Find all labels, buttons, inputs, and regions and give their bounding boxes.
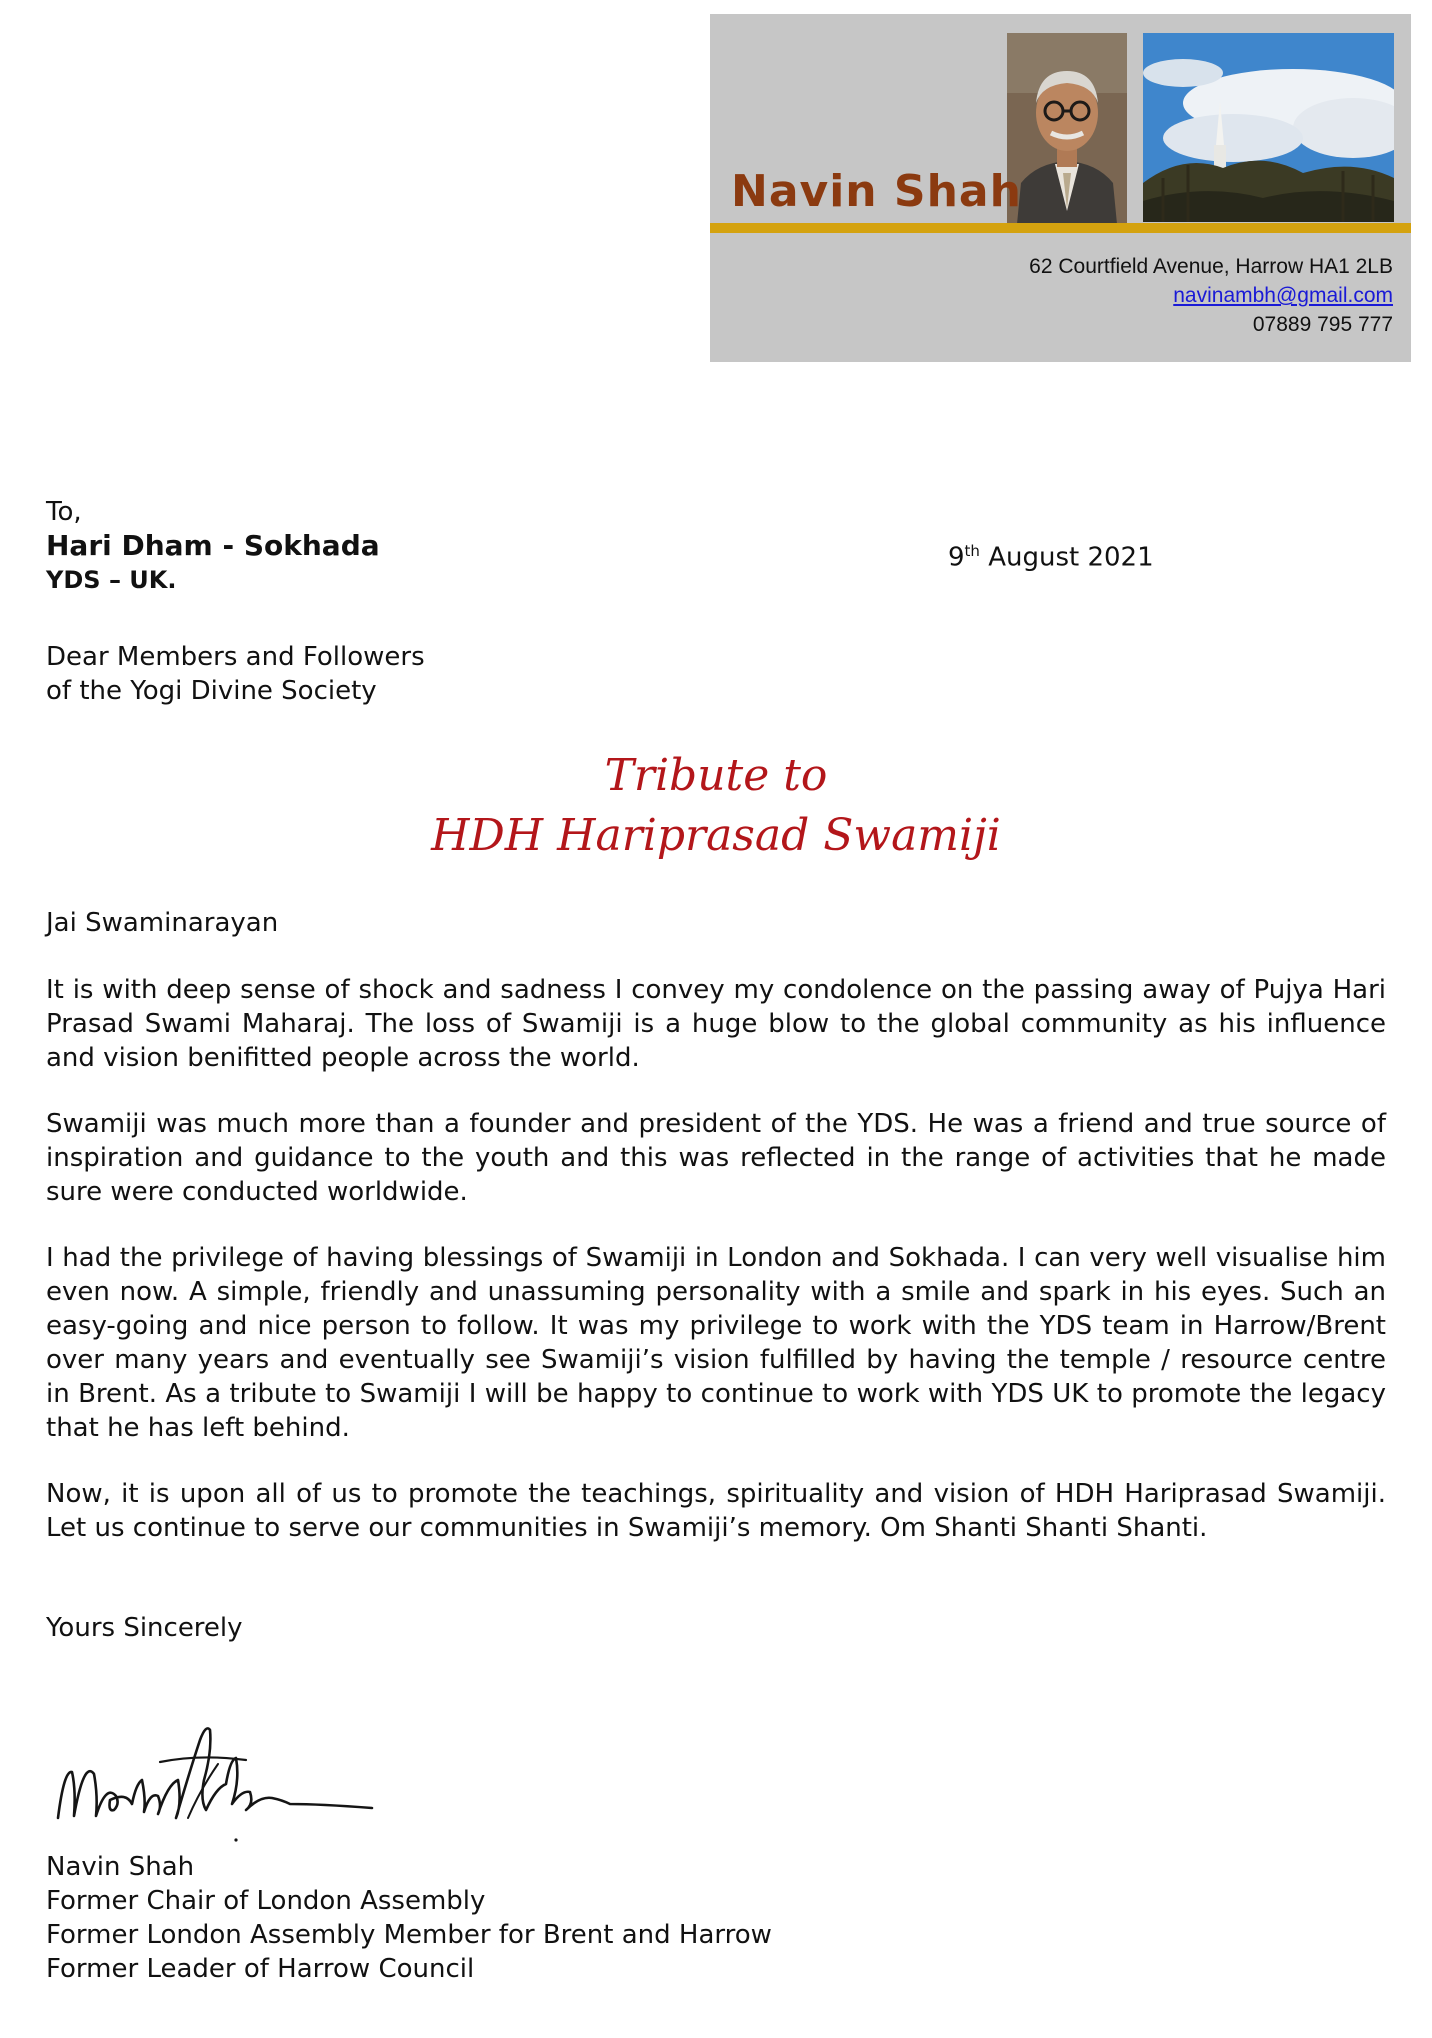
date-day: 9 (948, 542, 965, 573)
recipient-block (46, 495, 380, 597)
body-paragraph-2: Swamiji was much more than a founder and president of the YDS. He was a friend and true source of inspiration and guidance to the youth and this was reflected in the range of activities that he made sure were conducted worldwide. (46, 1109, 1386, 1207)
letterhead-contact (1029, 252, 1393, 339)
date-suffix: th (964, 542, 980, 560)
portrait-photo (1007, 33, 1127, 224)
salutation-line-1: Dear Members and Followers (46, 642, 425, 672)
signoff-role-2: Former London Assembly Member for Brent and Harrow (46, 1920, 772, 1950)
phone-number: 07889 795 777 (1252, 313, 1393, 336)
recipient-to: To, (46, 497, 82, 527)
letterhead (710, 14, 1411, 362)
signoff-role-1: Former Chair of London Assembly (46, 1886, 486, 1916)
title-line-2: HDH Hariprasad Swamiji (431, 810, 1001, 861)
body-paragraph-4: Now, it is upon all of us to promote the teachings, spirituality and vision of HDH Hariprasad Swamiji. Let us continue to serve our communities in Swamiji’s memory. Om Shanti Shanti Shanti. (46, 1479, 1386, 1543)
letter-title (46, 746, 1386, 866)
date-rest: August 2021 (979, 542, 1154, 573)
letterhead-divider (710, 223, 1411, 233)
title-line-1: Tribute to (604, 750, 828, 801)
recipient-org-sub: YDS – UK. (46, 566, 177, 594)
portrait-illustration (1007, 33, 1127, 224)
recipient-org: Hari Dham - Sokhada (46, 529, 380, 562)
body-paragraph-3: I had the privilege of having blessings of Swamiji in London and Sokhada. I can very well visualise him even now. A simple, friendly and unassuming personality with a smile and spark in his eyes. Such an easy-going and nice person to follow. It was my privilege to work with the YDS team in Harrow/Brent over many years and eventually see Swamiji’s vision fulfilled by having the temple / resource centre in Brent. As a tribute to Swamiji I will be happy to continue to work with YDS UK to promote the legacy that he has left behind. (46, 1243, 1386, 1443)
signoff-block (46, 1850, 772, 1986)
letterhead-name: Navin Shah (731, 166, 1022, 217)
email-link[interactable]: navinambh@gmail.com (1173, 284, 1393, 307)
greeting: Jai Swaminarayan (46, 908, 279, 938)
address: 62 Courtfield Avenue, Harrow HA1 2LB (1029, 255, 1393, 278)
church-spire-illustration (1143, 33, 1394, 222)
body-paragraph-1: It is with deep sense of shock and sadness I convey my condolence on the passing away of Pujya Hari Prasad Swami Maharaj. The loss of Swamiji is a huge blow to the global community as his influence and vision benifitted people across the world. (46, 975, 1386, 1073)
landscape-photo (1143, 33, 1394, 222)
closing: Yours Sincerely (46, 1613, 243, 1643)
signoff-role-3: Former Leader of Harrow Council (46, 1954, 475, 1984)
salutation (46, 640, 425, 708)
signoff-name: Navin Shah (46, 1852, 195, 1882)
letter-date (948, 534, 1154, 575)
handwritten-signature (50, 1700, 380, 1850)
salutation-line-2: of the Yogi Divine Society (46, 676, 377, 706)
